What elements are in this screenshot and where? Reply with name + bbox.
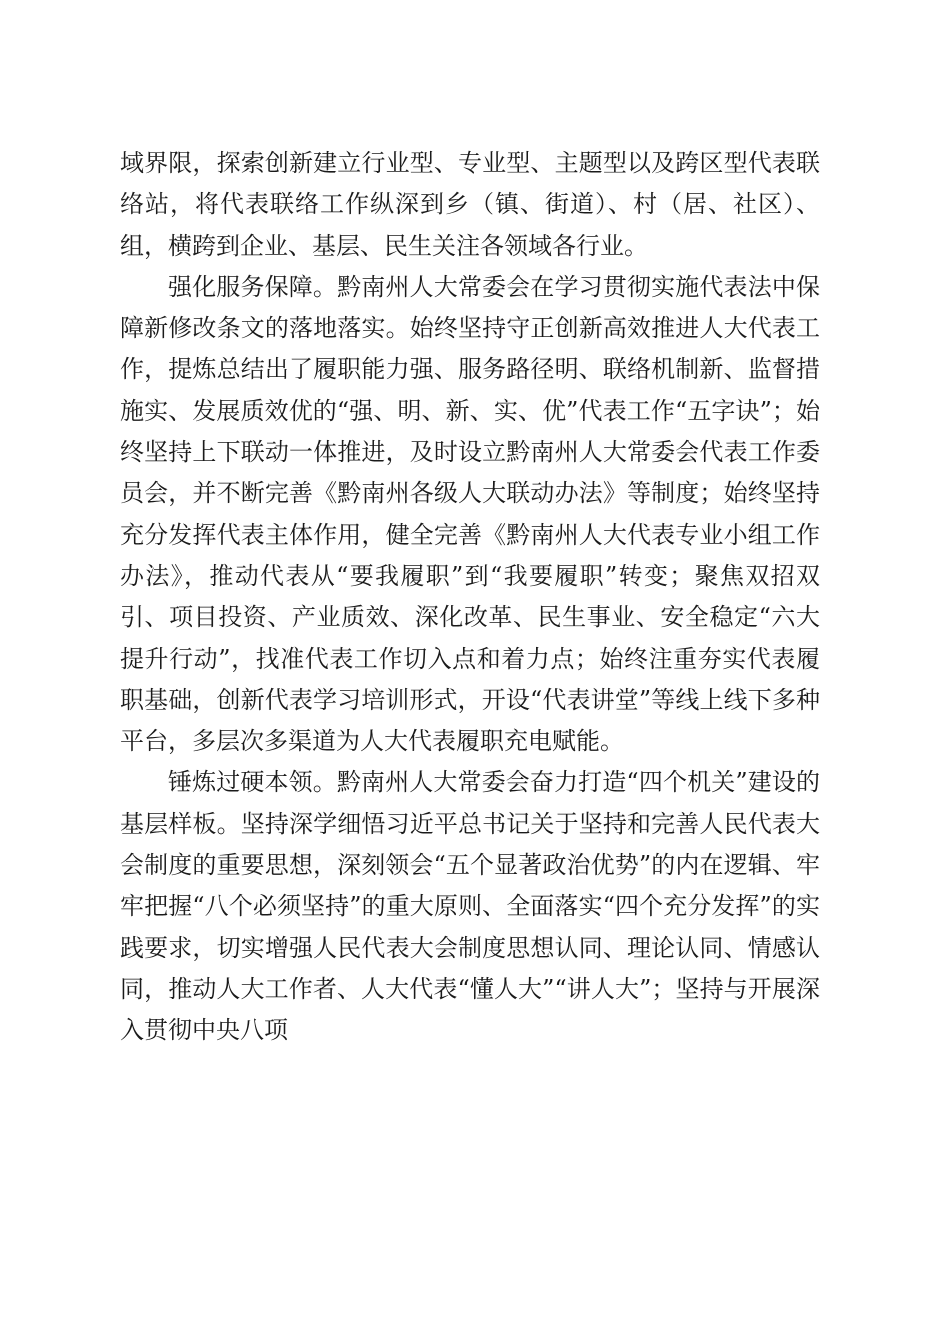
paragraph-continuation: 域界限，探索创新建立行业型、专业型、主题型以及跨区型代表联络站，将代表联络工作纵深到乡（镇、街道）、村（居、社区）、组，横跨到企业、基层、民生关注各领域各行业。 <box>120 149 820 260</box>
paragraph-service-guarantee: 强化服务保障。黔南州人大常委会在学习贯彻实施代表法中保障新修改条文的落地落实。始终坚持守正创新高效推进人大代表工作，提炼总结出了履职能力强、服务路径明、联络机制新、监督措施实、发展质效优的“强、明、新、实、优”代表工作“五字诀”；始终坚持上下联动一体推进，及时设立黔南州人大常委会代表工作委员会，并不断完善《黔南州各级人大联动办法》等制度；始终坚持充分发挥代表主体作用，健全完善《黔南州人大代表专业小组工作办法》，推动代表从“要我履职”到“我要履职”转变；聚焦双招双引、项目投资、产业质效、深化改革、民生事业、安全稳定“六大提升行动”，找准代表工作切入点和着力点；始终注重夯实代表履职基础，创新代表学习培训形式，开设“代表讲堂”等线上线下多种平台，多层次多渠道为人大代表履职充电赋能。 <box>120 272 820 756</box>
paragraph-skills-training: 锤炼过硬本领。黔南州人大常委会奋力打造“四个机关”建设的基层样板。坚持深学细悟习近平总书记关于坚持和完善人民代表大会制度的重要思想，深刻领会“五个显著政治优势”的内在逻辑、牢牢把握“八个必须坚持”的重大原则、全面落实“四个充分发挥”的实践要求，切实增强人民代表大会制度思想认同、理论认同、情感认同，推动人大工作者、人大代表“懂人大”“讲人大”；坚持与开展深入贯彻中央八项 <box>120 768 820 1045</box>
document-body <box>120 143 820 1052</box>
